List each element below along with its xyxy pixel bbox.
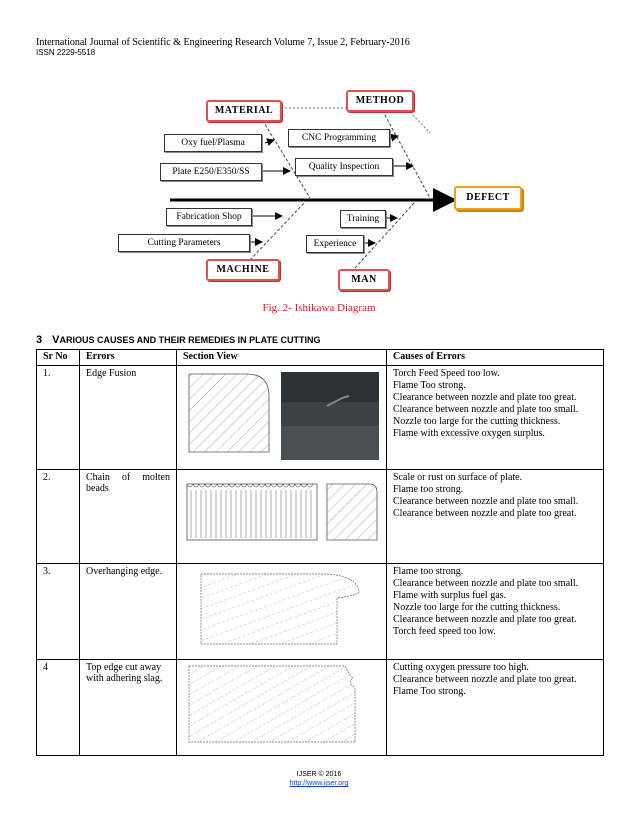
section-title-rest: ARIOUS CAUSES AND THEIR REMEDIES IN PLATE CUTTING (59, 335, 321, 345)
header-sr-no: Sr No (37, 350, 80, 366)
cause-line: Clearance between nozzle and plate too great. (393, 508, 577, 519)
machine-category: MACHINE (206, 259, 280, 281)
top-edge-drawing (177, 660, 387, 752)
section-view-cell (177, 564, 387, 660)
row-causes (387, 470, 604, 564)
table-row (37, 564, 604, 660)
defect-box: DEFECT (454, 186, 522, 210)
cause-line: Flame with excessive oxygen surplus. (393, 428, 545, 439)
cause-line: Scale or rust on surface of plate. (393, 472, 523, 483)
row-error: Overhanging edge. (80, 564, 177, 660)
molten-beads-drawing (177, 470, 387, 560)
cause-line: Clearance between nozzle and plate too small. (393, 496, 579, 507)
section-view-cell (177, 660, 387, 756)
section-title-initial: V (52, 334, 60, 346)
cause-line: Flame Too strong. (393, 380, 466, 391)
cnc-programming-cause: CNC Programming (288, 129, 390, 147)
method-bone (380, 106, 430, 198)
experience-cause: Experience (306, 235, 364, 253)
causes-table (36, 349, 604, 756)
cause-line: Flame Too strong. (393, 686, 466, 697)
row-causes (387, 366, 604, 470)
cause-line: Clearance between nozzle and plate too great. (393, 392, 577, 403)
cause-line: Torch feed speed too low. (393, 626, 496, 637)
cutting-parameters-cause: Cutting Parameters (118, 234, 250, 252)
header-errors: Errors (80, 350, 177, 366)
cause-line: Flame too strong. (393, 484, 464, 495)
section-view-cell (177, 366, 387, 470)
row-sr: 2. (37, 470, 80, 564)
section-view-cell (177, 470, 387, 564)
row-error: Edge Fusion (80, 366, 177, 470)
cause-line: Flame too strong. (393, 566, 464, 577)
row-causes (387, 564, 604, 660)
man-category: MAN (338, 269, 390, 291)
section-heading (36, 334, 320, 346)
cause-line: Nozzle too large for the cutting thickness. (393, 416, 561, 427)
figure-caption: Fig. 2- Ishikawa Diagram (262, 302, 376, 314)
section-number: 3 (36, 334, 43, 346)
cause-line: Cutting oxygen pressure too high. (393, 662, 529, 673)
quality-inspection-cause: Quality Inspection (295, 158, 393, 176)
training-cause: Training (340, 210, 386, 228)
oxy-fuel-cause: Oxy fuel/Plasma (164, 134, 262, 152)
cause-line: Clearance between nozzle and plate too small. (393, 578, 579, 589)
cause-line: Clearance between nozzle and plate too great. (393, 674, 577, 685)
footer-copyright: IJSER © 2016 (296, 771, 342, 778)
header-section-view: Section View (177, 350, 387, 366)
cause-line: Clearance between nozzle and plate too small. (393, 404, 579, 415)
cause-line: Nozzle too large for the cutting thickness. (393, 602, 561, 613)
table-row (37, 660, 604, 756)
issn-text: ISSN 2229-5518 (36, 48, 96, 57)
row-sr: 1. (37, 366, 80, 470)
footer-link[interactable]: http://www.ijser.org (289, 780, 349, 787)
overhanging-edge-drawing (177, 564, 387, 656)
ishikawa-diagram (110, 88, 530, 288)
row-error: Chain of molten beads (80, 470, 177, 564)
row-sr: 4 (37, 660, 80, 756)
table-row (37, 470, 604, 564)
journal-header: International Journal of Scientific & Engineering Research Volume 7, Issue 2, February-2016 (36, 37, 410, 48)
material-category: MATERIAL (206, 100, 282, 122)
header-causes: Causes of Errors (387, 350, 604, 366)
table-row (37, 366, 604, 470)
cause-line: Clearance between nozzle and plate too great. (393, 614, 577, 625)
edge-fusion-drawing (177, 366, 387, 466)
cause-line: Flame with surplus fuel gas. (393, 590, 507, 601)
row-error: Top edge cut away with adhering slag. (80, 660, 177, 756)
cause-line: Torch Feed Speed too low. (393, 368, 500, 379)
plate-cause: Plate E250/E350/SS (160, 163, 262, 181)
row-sr: 3. (37, 564, 80, 660)
table-header-row (37, 350, 604, 366)
method-category: METHOD (346, 90, 414, 112)
row-causes (387, 660, 604, 756)
machine-bone (250, 202, 305, 260)
fabrication-shop-cause: Fabrication Shop (166, 208, 252, 226)
